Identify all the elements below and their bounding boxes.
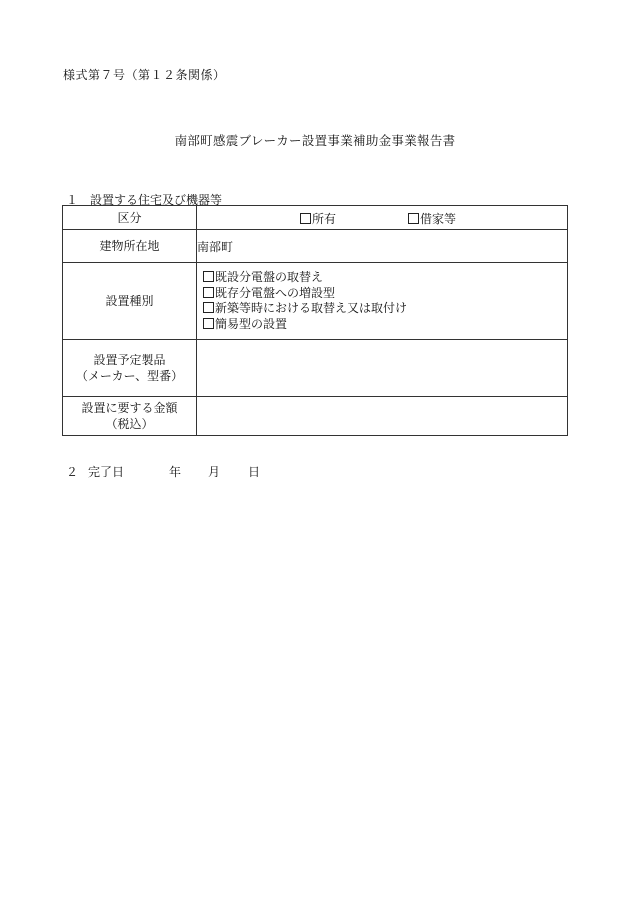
product-label bbox=[63, 340, 197, 397]
product-label-line2: （メーカー、型番） bbox=[75, 369, 184, 383]
checkbox-icon[interactable] bbox=[203, 318, 214, 329]
form-number: 様式第７号（第１２条関係） bbox=[63, 68, 226, 82]
completion-month-unit: 月 bbox=[208, 465, 221, 479]
installation-type-label: 設置種別 bbox=[63, 263, 197, 340]
installation-type-option-label: 新築等時における取替え又は取付け bbox=[215, 301, 408, 315]
table-row-installation-type bbox=[63, 263, 568, 340]
document-title: 南部町感震ブレーカー設置事業補助金事業報告書 bbox=[174, 133, 456, 148]
product-label-line1: 設置予定製品 bbox=[93, 353, 166, 367]
table-row-product bbox=[63, 340, 568, 397]
completion-date-label: 完了日 bbox=[88, 465, 125, 479]
installation-type-option-label: 既存分電盤への増設型 bbox=[215, 285, 336, 300]
installation-type-option[interactable] bbox=[203, 317, 567, 333]
section-1-heading: １ 設置する住宅及び機器等 bbox=[66, 193, 223, 207]
product-value-field[interactable] bbox=[197, 340, 568, 397]
installation-type-option[interactable] bbox=[203, 286, 567, 302]
ownership-option-own[interactable] bbox=[300, 210, 336, 227]
amount-label bbox=[63, 397, 197, 436]
table-row-amount bbox=[63, 397, 568, 436]
table-row-kubun bbox=[63, 206, 568, 230]
section-2-number: ２ bbox=[66, 465, 79, 479]
installation-type-option[interactable] bbox=[203, 270, 567, 286]
installation-type-option-label: 簡易型の設置 bbox=[215, 316, 288, 331]
checkbox-icon[interactable] bbox=[408, 213, 419, 224]
completion-year-unit: 年 bbox=[169, 465, 182, 479]
location-value[interactable]: 南部町 bbox=[197, 230, 568, 263]
amount-label-line1: 設置に要する金額 bbox=[81, 401, 178, 415]
installation-type-option-label: 既設分電盤の取替え bbox=[215, 270, 324, 284]
installation-type-option[interactable] bbox=[203, 301, 567, 317]
ownership-option-rent[interactable] bbox=[408, 210, 456, 227]
ownership-option-label: 所有 bbox=[312, 212, 337, 226]
table-row-location bbox=[63, 230, 568, 263]
completion-date-line bbox=[66, 463, 260, 480]
amount-label-line2: （税込） bbox=[105, 417, 154, 431]
ownership-cell bbox=[197, 206, 568, 230]
equipment-table bbox=[62, 205, 568, 436]
checkbox-icon[interactable] bbox=[300, 213, 311, 224]
kubun-label: 区分 bbox=[63, 206, 197, 230]
amount-value-field[interactable] bbox=[197, 397, 568, 436]
installation-type-options bbox=[197, 263, 568, 340]
checkbox-icon[interactable] bbox=[203, 271, 214, 282]
checkbox-icon[interactable] bbox=[203, 302, 214, 313]
checkbox-icon[interactable] bbox=[203, 287, 214, 298]
ownership-option-label: 借家等 bbox=[420, 212, 457, 226]
completion-day-unit: 日 bbox=[248, 465, 261, 479]
location-label: 建物所在地 bbox=[63, 230, 197, 263]
